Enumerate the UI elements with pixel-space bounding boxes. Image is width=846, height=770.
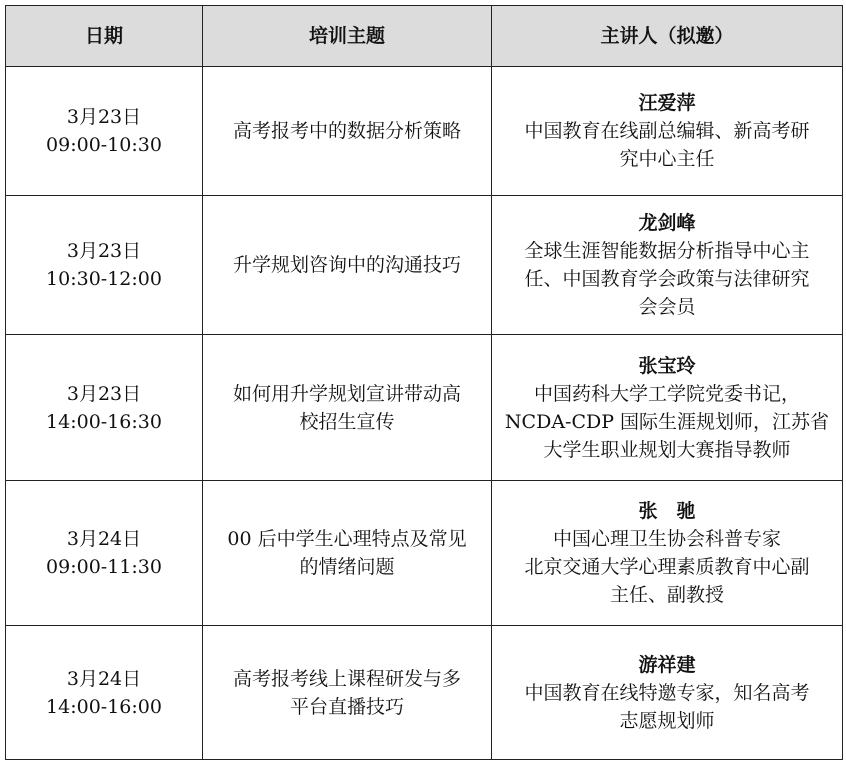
table-row xyxy=(6,335,843,481)
speaker-cell xyxy=(492,335,843,481)
topic-line: 高考报考线上课程研发与多 xyxy=(232,667,461,690)
topic-line: 00 后中学生心理特点及常见 xyxy=(227,528,467,550)
topic-cell xyxy=(203,481,492,626)
table-header-row xyxy=(6,6,843,67)
speaker-name: 龙剑峰 xyxy=(638,212,696,234)
table-row xyxy=(6,196,843,335)
date-cell xyxy=(6,196,203,335)
speaker-title-line: 究中心主任 xyxy=(619,148,715,170)
table-row xyxy=(6,67,843,196)
date-cell xyxy=(6,67,203,196)
topic-line: 升学规划咨询中的沟通技巧 xyxy=(232,254,461,276)
speaker-name: 张宝玲 xyxy=(638,354,696,377)
session-time: 14:00-16:00 xyxy=(46,695,162,718)
topic-line: 校招生宣传 xyxy=(299,410,395,433)
topic-cell xyxy=(203,196,492,335)
speaker-title-line: 主任、副教授 xyxy=(609,584,724,606)
topic-line: 的情绪问题 xyxy=(299,556,395,578)
session-date: 3月23日 xyxy=(66,240,142,262)
session-date: 3月23日 xyxy=(66,106,142,128)
speaker-title-line: 中国教育在线副总编辑、新高考研 xyxy=(524,120,810,142)
speaker-name: 张 驰 xyxy=(638,500,696,522)
topic-line: 如何用升学规划宣讲带动高 xyxy=(232,382,461,405)
date-cell xyxy=(6,481,203,626)
date-cell xyxy=(6,626,203,760)
speaker-title-line: 大学生职业规划大赛指导教师 xyxy=(543,438,791,461)
topic-line: 平台直播技巧 xyxy=(289,695,404,718)
topic-cell xyxy=(203,626,492,760)
speaker-cell xyxy=(492,196,843,335)
header-speaker: 主讲人（拟邀） xyxy=(492,6,843,67)
speaker-cell xyxy=(492,67,843,196)
speaker-title-line: 任、中国教育学会政策与法律研究 xyxy=(524,268,810,290)
session-time: 14:00-16:30 xyxy=(46,410,162,433)
session-date: 3月24日 xyxy=(66,528,142,550)
session-date: 3月23日 xyxy=(66,382,142,405)
table-row xyxy=(6,626,843,760)
session-time: 10:30-12:00 xyxy=(46,268,162,290)
speaker-title-line: 全球生涯智能数据分析指导中心主 xyxy=(524,240,810,262)
topic-line: 高考报考中的数据分析策略 xyxy=(232,120,461,142)
topic-cell xyxy=(203,67,492,196)
speaker-title-line: 北京交通大学心理素质教育中心副 xyxy=(524,556,810,578)
speaker-name: 游祥建 xyxy=(638,653,696,676)
speaker-title-line: 志愿规划师 xyxy=(619,709,715,732)
speaker-title-line: 中国教育在线特邀专家，知名高考 xyxy=(524,681,810,704)
speaker-title-line: NCDA-CDP 国际生涯规划师，江苏省 xyxy=(504,410,830,433)
speaker-name: 汪爱萍 xyxy=(638,92,696,114)
speaker-cell xyxy=(492,626,843,760)
training-schedule-table xyxy=(5,5,843,760)
speaker-cell xyxy=(492,481,843,626)
session-time: 09:00-11:30 xyxy=(46,556,162,578)
topic-cell xyxy=(203,335,492,481)
speaker-title-line: 会会员 xyxy=(638,296,696,318)
header-date: 日期 xyxy=(6,6,203,67)
speaker-title-line: 中国药科大学工学院党委书记， xyxy=(533,382,800,405)
session-date: 3月24日 xyxy=(66,667,142,690)
session-time: 09:00-10:30 xyxy=(46,134,162,156)
date-cell xyxy=(6,335,203,481)
header-topic: 培训主题 xyxy=(203,6,492,67)
speaker-title-line: 中国心理卫生协会科普专家 xyxy=(552,528,781,550)
table-row xyxy=(6,481,843,626)
